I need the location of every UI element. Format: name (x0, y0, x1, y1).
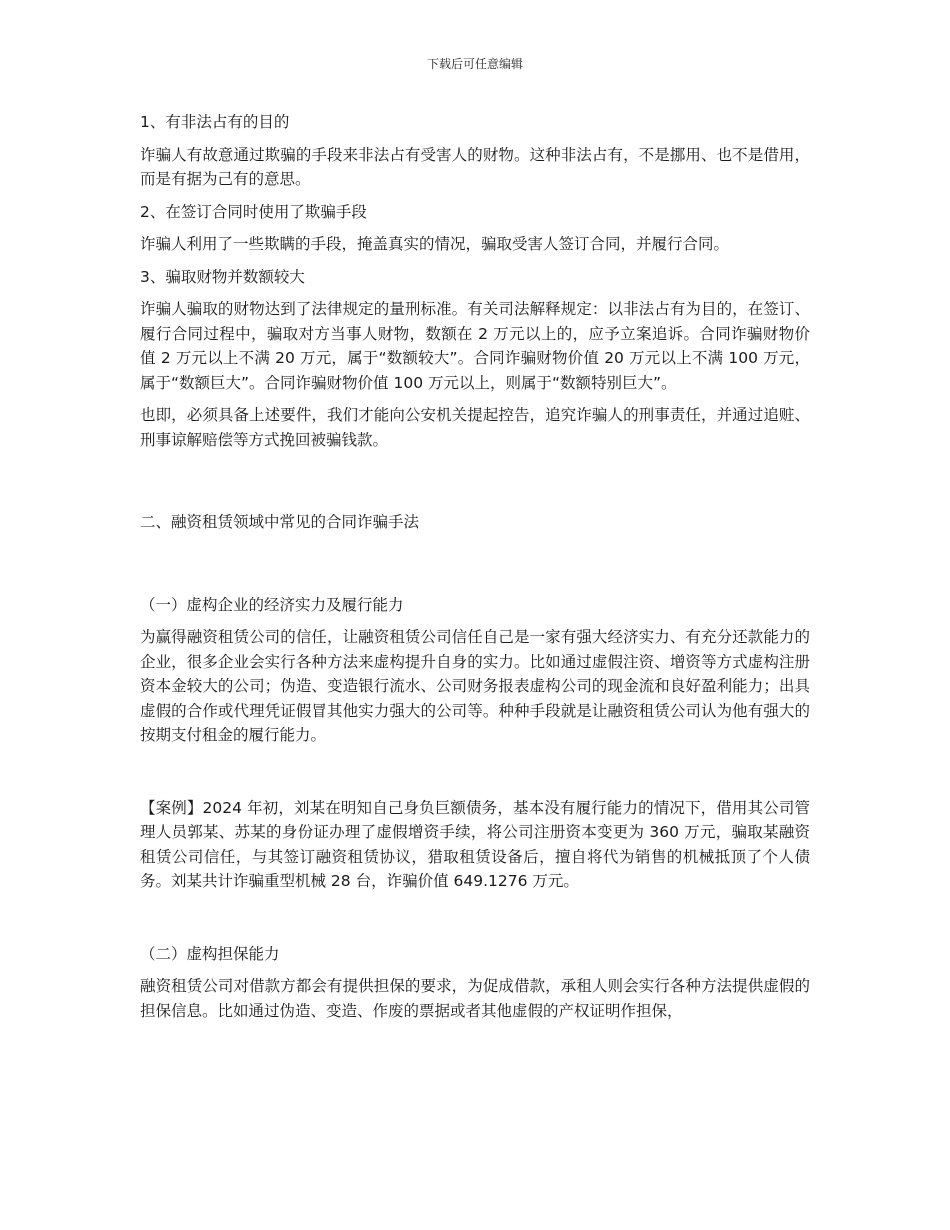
case-paragraph: 【案例】2024 年初，刘某在明知自己身负巨额债务，基本没有履行能力的情况下，借用其公司管理人员郭某、苏某的身份证办理了虚假增资手续，将公司注册资本变更为 360 万元，骗取某融资租赁公司信任，与其签订融资租赁协议，猎取租赁设备后，擅自将代为销售的机械抵顶了个人债务。刘某共计诈骗重型机械 28 台，诈骗价值 649.1276 万元。 (140, 798, 810, 890)
heading-1: 1、有非法占有的目的 (140, 113, 290, 131)
spacer (140, 902, 810, 942)
spacer (140, 543, 810, 593)
paragraph-6: 融资租赁公司对借款方都会有提供担保的要求，为促成借款，承租人则会实行各种方法提供虚假的担保信息。比如通过伪造、变造、作废的票据或者其他虚假的产权证明作担保， (140, 977, 810, 1020)
paragraph-3: 诈骗人骗取的财物达到了法律规定的量刑标准。有关司法解释规定：以非法占有为目的，在签订、履行合同过程中，骗取对方当事人财物，数额在 2 万元以上的，应予立案追诉。合同诈骗财物价值 2 万元以上不满 20 万元，属于“数额较大”。合同诈骗财物价值 20 万元以上不满 100 万元，属于“数额巨大”。合同诈骗财物价值 100 万元以上，则属于“数额特别巨大”。 (140, 300, 810, 392)
subsection-2-title: （二）虚构担保能力 (140, 944, 280, 963)
document-body (140, 110, 810, 1031)
spacer (140, 756, 810, 796)
heading-3: 3、骗取财物并数额较大 (140, 267, 305, 286)
heading-2: 2、在签订合同时使用了欺骗手段 (140, 202, 367, 221)
paragraph-4: 也即，必须具备上述要件，我们才能向公安机关提起控告，追究诈骗人的刑事责任，并通过追赃、刑事谅解赔偿等方式挽回被骗钱款。 (140, 406, 810, 449)
section-2-title: 二、融资租赁领域中常见的合同诈骗手法 (140, 513, 420, 531)
paragraph-5: 为赢得融资租赁公司的信任，让融资租赁公司信任自己是一家有强大经济实力、有充分还款能力的企业，很多企业会实行各种方法来虚构提升自身的实力。比如通过虚假注资、增资等方式虚构注册资本金较大的公司；伪造、变造银行流水、公司财务报表虚构公司的现金流和良好盈利能力；出具虚假的合作或代理凭证假冒其他实力强大的公司等。种种手段就是让融资租赁公司认为他有强大的按期支付租金的履行能力。 (140, 628, 810, 744)
subsection-1-title: （一）虚构企业的经济实力及履行能力 (140, 595, 404, 614)
spacer (140, 460, 810, 510)
page-header: 下载后可任意编辑 (426, 57, 523, 71)
paragraph-1: 诈骗人有故意通过欺骗的手段来非法占有受害人的财物。这种非法占有，不是挪用、也不是借用，而是有据为己有的意思。 (140, 145, 810, 188)
paragraph-2: 诈骗人利用了一些欺瞒的手段，掩盖真实的情况，骗取受害人签订合同，并履行合同。 (140, 235, 730, 253)
